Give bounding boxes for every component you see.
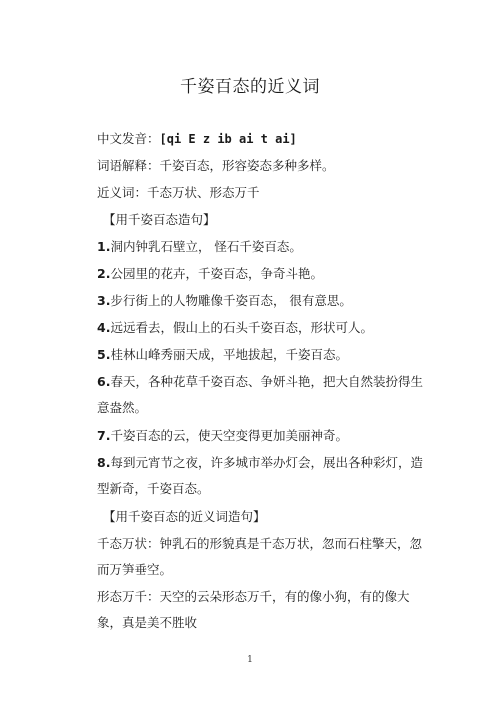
- sentence-item: 7.千姿百态的云，使天空变得更加美丽神奇。: [97, 428, 348, 443]
- sentence-item: 5.桂林山峰秀丽天成，平地拔起，千姿百态。: [97, 347, 348, 362]
- sentence-number: 4: [97, 320, 106, 335]
- sentence-item: 1.洞内钟乳石壁立， 怪石千姿百态。: [97, 239, 302, 254]
- sentence-number: 1: [97, 239, 106, 254]
- sentence-text: 每到元宵节之夜，许多城市举办灯会，展出各种彩灯，造型新奇，千姿百态。: [97, 455, 423, 496]
- sentence-number: 2: [97, 266, 106, 281]
- sentence-item: 8.每到元宵节之夜，许多城市举办灯会，展出各种彩灯，造型新奇，千姿百态。: [97, 455, 423, 496]
- sentence-item: 6.春天，各种花草千姿百态、争妍斗艳，把大自然装扮得生意盎然。: [97, 374, 423, 415]
- sentence-number: 7: [97, 428, 106, 443]
- section-heading-sentences: 【用千姿百态造句】: [103, 212, 216, 227]
- definition-line: 词语解释：千姿百态，形容姿态多种多样。: [97, 158, 335, 173]
- pronunciation-label: 中文发音：: [97, 131, 160, 146]
- sentence-number: 3: [97, 293, 106, 308]
- sentence-text: 远远看去，假山上的石头千姿百态，形状可人。: [110, 320, 373, 335]
- sentence-text: 洞内钟乳石壁立， 怪石千姿百态。: [110, 239, 302, 254]
- pronunciation-value: [qi E z ib ai t ai]: [159, 132, 297, 146]
- sentence-text: 公园里的花卉，千姿百态，争奇斗艳。: [110, 266, 323, 281]
- pronunciation-line: [97, 130, 297, 148]
- sentence-text: 春天，各种花草千姿百态、争妍斗艳，把大自然装扮得生意盎然。: [97, 374, 423, 415]
- synonyms-line: 近义词：千态万状、形态万千: [97, 185, 260, 200]
- sentence-item: 3.步行街上的人物雕像千姿百态， 很有意思。: [97, 293, 352, 308]
- synonym-sentence-item: 形态万千：天空的云朵形态万千，有的像小狗，有的像大象，真是美不胜收: [97, 589, 410, 630]
- sentence-item: 2.公园里的花卉，千姿百态，争奇斗艳。: [97, 266, 323, 281]
- sentence-text: 千姿百态的云，使天空变得更加美丽神奇。: [110, 428, 348, 443]
- section-heading-synonym-sentences: 【用千姿百态的近义词造句】: [103, 509, 266, 524]
- sentence-number: 8: [97, 455, 106, 470]
- sentence-number: 5: [97, 347, 106, 362]
- page-number: 1: [247, 655, 253, 665]
- document-title: 千姿百态的近义词: [180, 77, 320, 97]
- sentence-text: 步行街上的人物雕像千姿百态， 很有意思。: [110, 293, 352, 308]
- sentence-text: 桂林山峰秀丽天成，平地拔起，千姿百态。: [110, 347, 348, 362]
- sentence-number: 6: [97, 374, 106, 389]
- sentence-item: 4.远远看去，假山上的石头千姿百态，形状可人。: [97, 320, 373, 335]
- synonym-sentence-item: 千态万状：钟乳石的形貌真是千态万状，忽而石柱擎天，忽而万笋垂空。: [97, 536, 423, 577]
